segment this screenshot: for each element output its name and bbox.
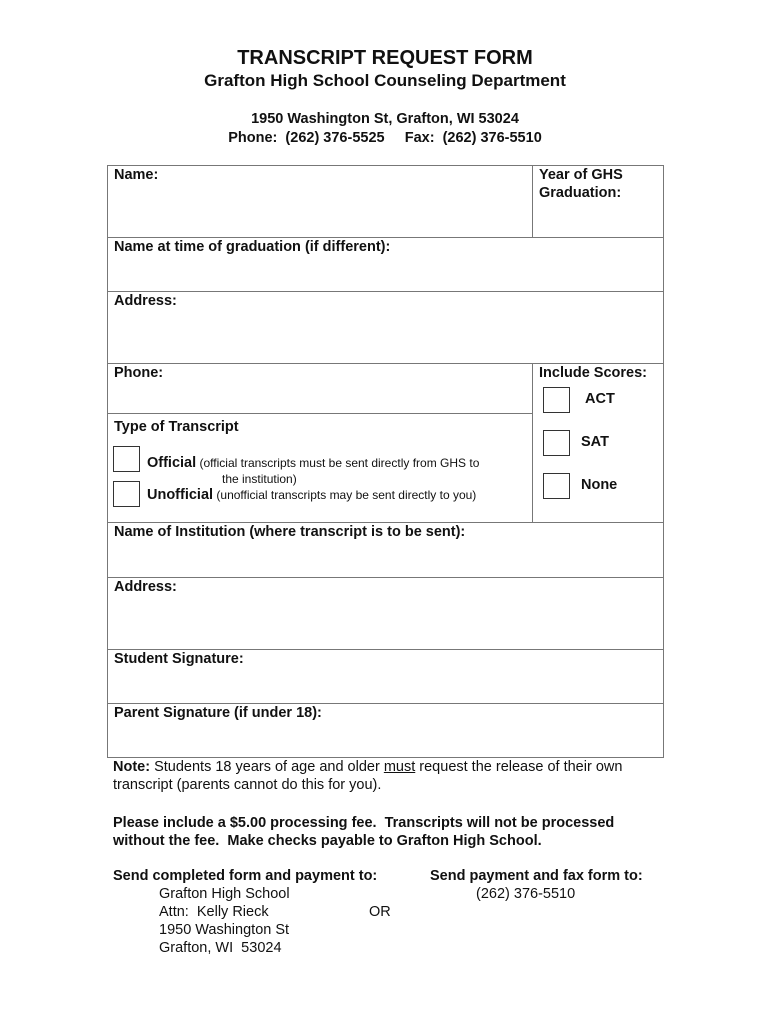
official-option (147, 455, 479, 471)
fee-line-1: Please include a $5.00 processing fee. Transcripts will not be processed (113, 815, 615, 831)
year-label-2: Graduation: (539, 185, 622, 201)
table-border-top (107, 165, 664, 166)
table-border-bottom (107, 757, 664, 758)
institution-address-field[interactable]: Address: (114, 579, 177, 595)
mail-heading: Send completed form and payment to: (113, 868, 378, 884)
note-text: request the release of their own (415, 759, 623, 775)
row-divider (107, 363, 664, 364)
official-label: Official (147, 455, 197, 471)
type-of-transcript-label: Type of Transcript (114, 419, 239, 435)
note-text: Students 18 years of age and older (150, 759, 384, 775)
institution-field[interactable]: Name of Institution (where transcript is to be sent): (114, 524, 466, 540)
mail-line: Grafton, WI 53024 (159, 940, 282, 956)
note-line-1 (113, 759, 622, 775)
none-label: None (581, 477, 618, 493)
address-field[interactable]: Address: (114, 293, 177, 309)
parent-signature-field[interactable]: Parent Signature (if under 18): (114, 705, 322, 721)
note-label: Note: (113, 759, 151, 775)
unofficial-description: (unofficial transcripts may be sent directly to you) (216, 488, 477, 502)
row-divider (107, 703, 664, 704)
official-description-cont: the institution) (222, 472, 297, 486)
note-line-2: transcript (parents cannot do this for you). (113, 777, 382, 793)
table-border-left (107, 165, 108, 758)
row-divider (107, 291, 664, 292)
phone-field[interactable]: Phone: (114, 365, 164, 381)
form-subtitle: Grafton High School Counseling Department (204, 71, 566, 90)
sat-label: SAT (581, 434, 609, 450)
table-border-right (663, 165, 664, 758)
col-divider (532, 363, 533, 522)
row-divider (107, 577, 664, 578)
unofficial-label: Unofficial (147, 487, 214, 503)
row-divider (107, 413, 532, 414)
school-address: 1950 Washington St, Grafton, WI 53024 (251, 111, 519, 127)
fax-number: (262) 376-5510 (476, 886, 576, 902)
act-checkbox[interactable] (543, 387, 570, 413)
sat-checkbox[interactable] (543, 430, 570, 456)
row-divider (107, 522, 664, 523)
form-title: TRANSCRIPT REQUEST FORM (237, 47, 533, 69)
none-checkbox[interactable] (543, 473, 570, 499)
fee-line-2: without the fee. Make checks payable to Grafton High School. (113, 833, 542, 849)
or-label: OR (369, 904, 391, 920)
student-signature-field[interactable]: Student Signature: (114, 651, 244, 667)
col-divider (532, 165, 533, 237)
name-at-graduation-field[interactable]: Name at time of graduation (if different): (114, 239, 391, 255)
row-divider (107, 649, 664, 650)
school-contact: Phone: (262) 376-5525 Fax: (262) 376-5510 (228, 130, 542, 146)
official-checkbox[interactable] (113, 446, 140, 472)
mail-line: 1950 Washington St (159, 922, 290, 938)
unofficial-checkbox[interactable] (113, 481, 140, 507)
mail-line: Attn: Kelly Rieck (159, 904, 269, 920)
year-label-1[interactable]: Year of GHS (539, 167, 623, 183)
act-label: ACT (585, 391, 615, 407)
name-field[interactable]: Name: (114, 167, 159, 183)
fax-heading: Send payment and fax form to: (430, 868, 643, 884)
include-scores-label: Include Scores: (539, 365, 647, 381)
note-must: must (383, 759, 416, 775)
mail-line: Grafton High School (159, 886, 290, 902)
official-description: (official transcripts must be sent directly from GHS to (199, 456, 480, 470)
row-divider (107, 237, 664, 238)
unofficial-option (147, 487, 476, 503)
